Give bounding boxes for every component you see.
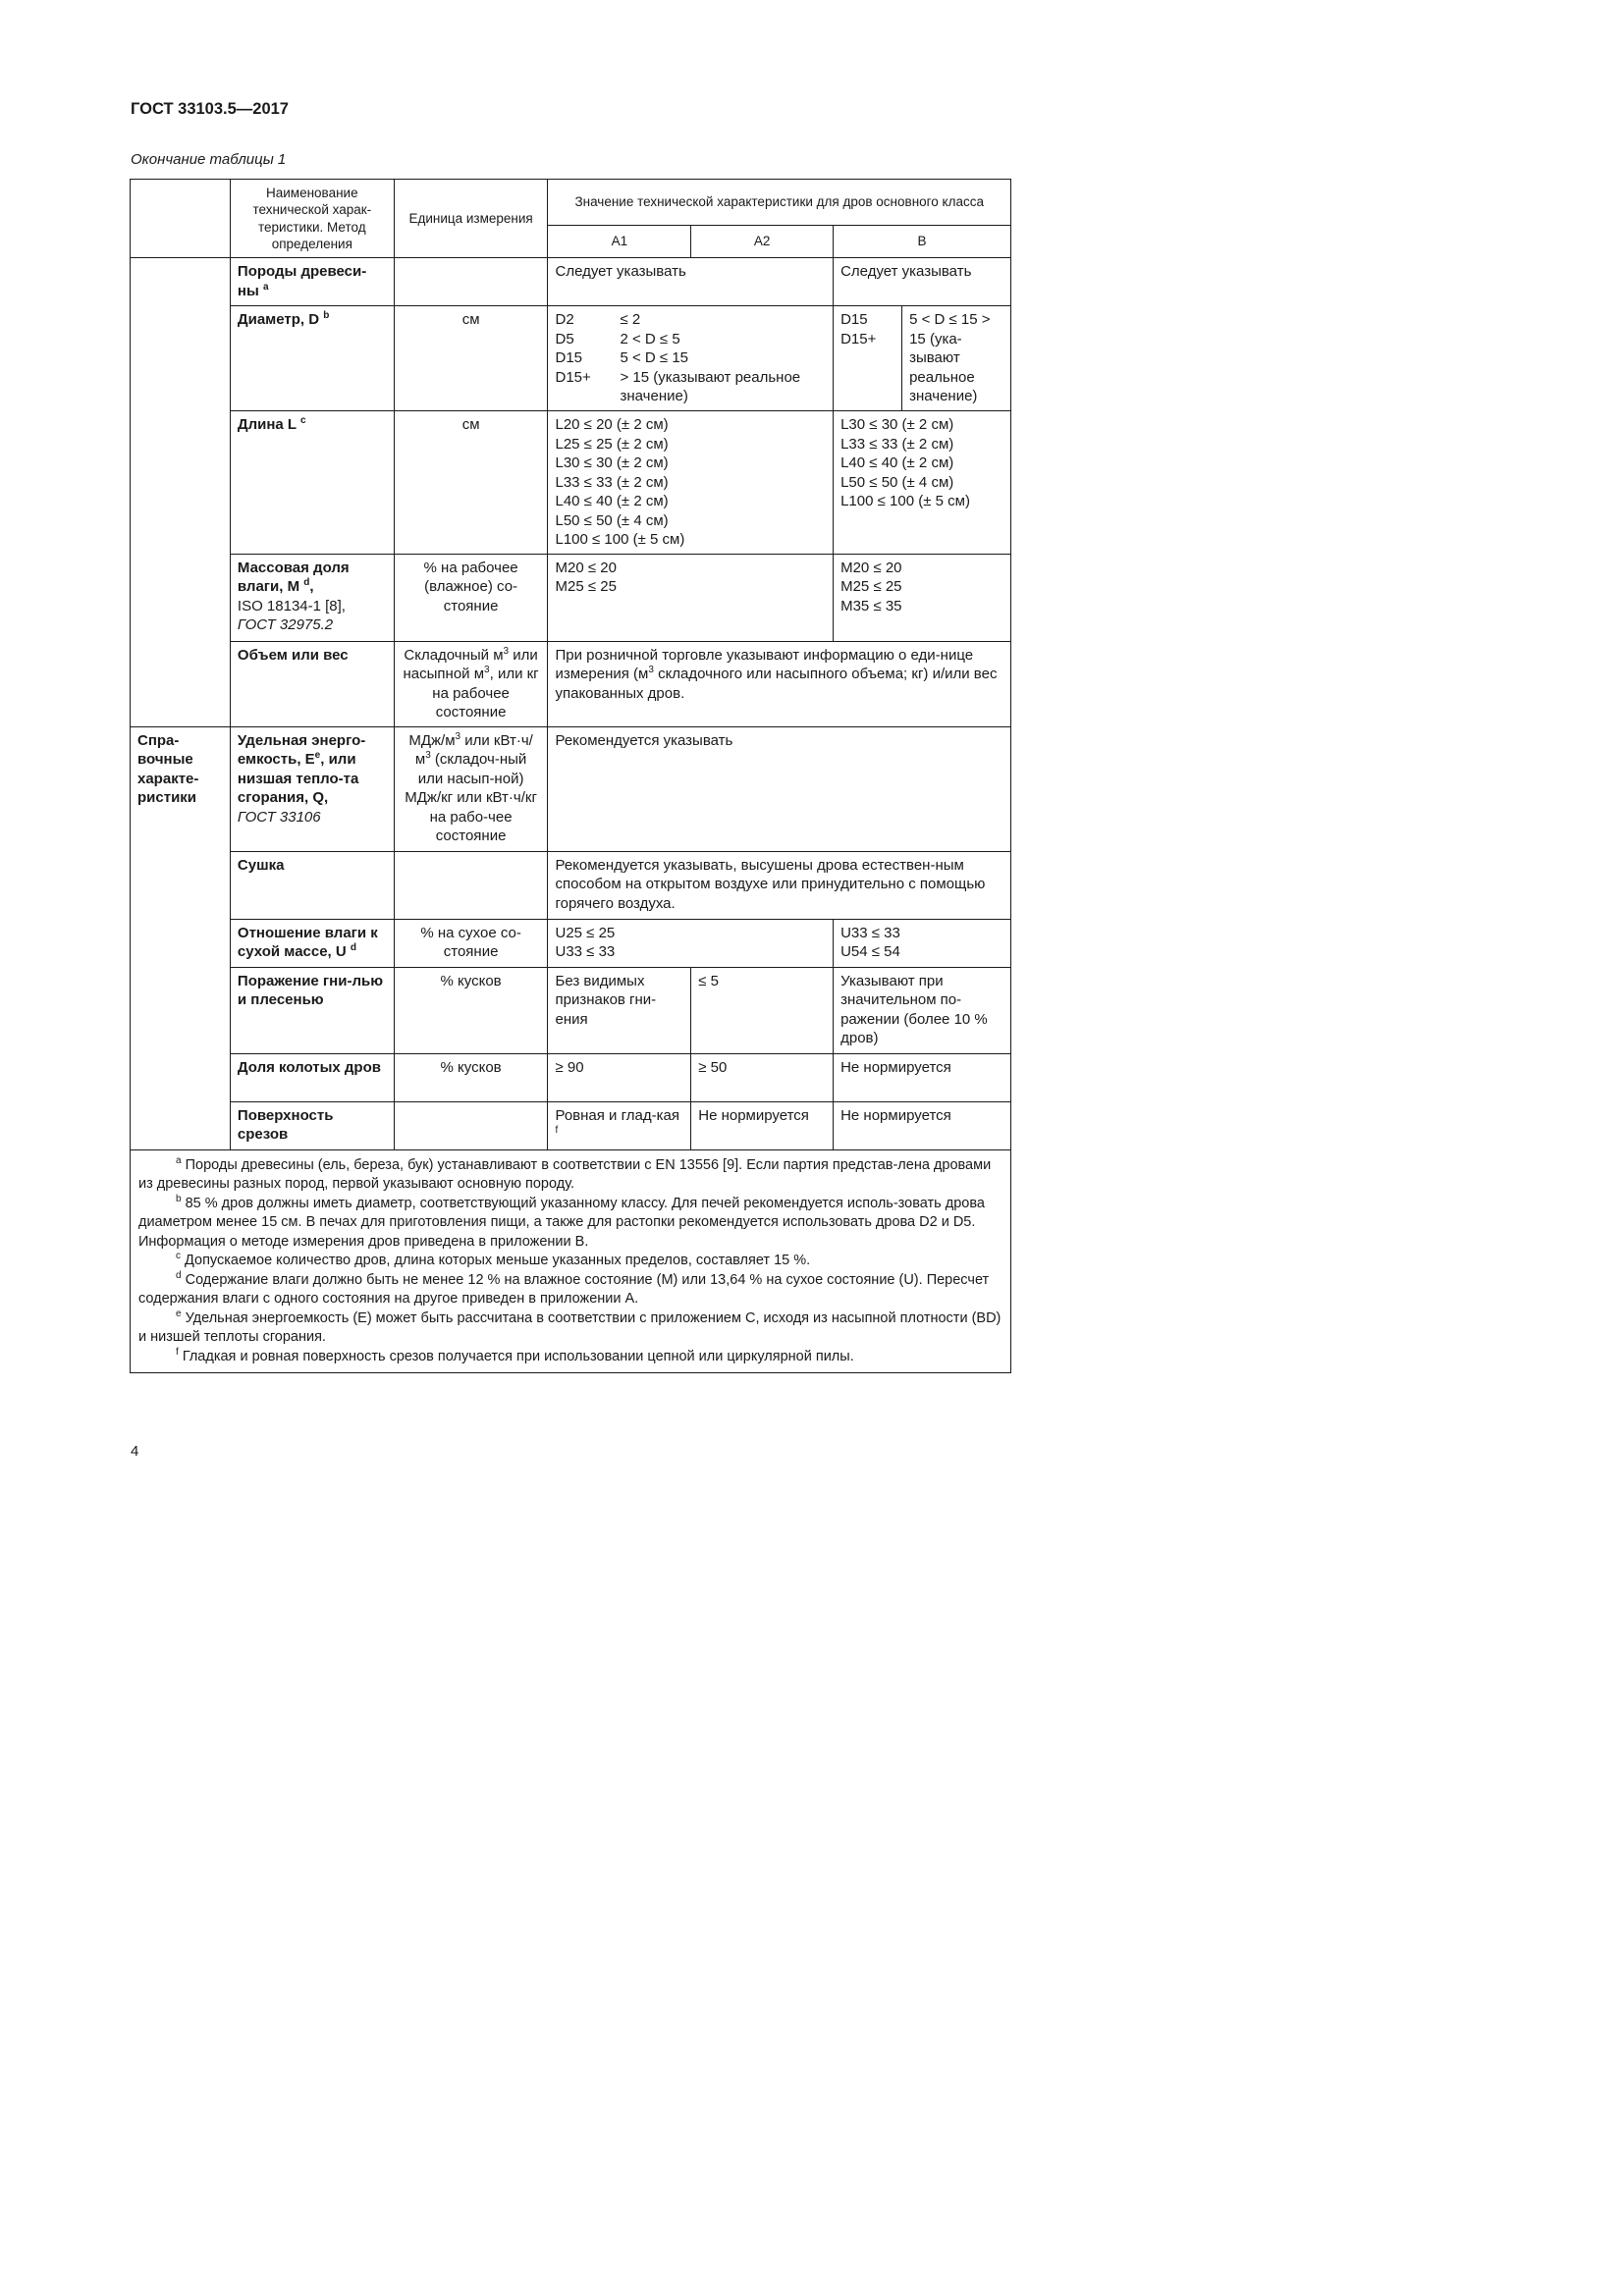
volume-name: Объем или вес — [230, 641, 394, 726]
characteristics-table — [130, 179, 1011, 1373]
length-unit: см — [394, 411, 548, 555]
drying-name: Сушка — [230, 851, 394, 919]
header-class-a2: А2 — [691, 226, 834, 258]
rot-value-a1: Без видимых признаков гни-ения — [548, 967, 691, 1053]
species-unit — [394, 258, 548, 306]
length-value-a: L20 ≤ 20 (± 2 см) L25 ≤ 25 (± 2 см) L30 ≤ 30 (± 2 см) L33 ≤ 33 (± 2 см) L40 ≤ 40 (± 2 см) L50 ≤ 50 (± 4 см) L100 ≤ 100 (± 5 см) — [548, 411, 834, 555]
drying-unit — [394, 851, 548, 919]
group-reference-label: Спра-вочные характе-ристики — [131, 726, 231, 1149]
split-name: Доля колотых дров — [230, 1053, 394, 1101]
volume-unit: Складочный $м^3$ или насыпной $м^3$, или кг на рабочее состояние — [394, 641, 548, 726]
diameter-name: Диаметр, D $^b$ — [230, 306, 394, 411]
row-drying — [131, 851, 1011, 919]
row-diameter — [131, 306, 1011, 411]
row-rot — [131, 967, 1011, 1053]
surface-value-a1: Ровная и глад-кая $^f$ — [548, 1101, 691, 1149]
row-surface — [131, 1101, 1011, 1149]
drying-value: Рекомендуется указывать, высушены дрова естествен-ным способом на открытом воздухе или принудительно с помощью горячего воздуха. — [548, 851, 1011, 919]
surface-value-a2: Не нормируется — [691, 1101, 834, 1149]
volume-value: При розничной торговле указывают информацию о еди-нице измерения ($м^3$ складочного или насыпного объема; кг) и/или вес упакованных дров. — [548, 641, 1011, 726]
species-name: Породы древеси-ны $^a$ — [230, 258, 394, 306]
table-header-row — [131, 180, 1011, 226]
footnote: $^a$ Породы древесины (ель, береза, бук) устанавливают в соответствии с EN 13556 [9]. Если партия представ-лена дровами из древесины разных пород, первой указывают основную породу. — [138, 1154, 992, 1192]
rot-unit: % кусков — [394, 967, 548, 1053]
surface-value-b: Не нормируется — [834, 1101, 1011, 1149]
row-energy — [131, 726, 1011, 851]
header-class-b: В — [834, 226, 1011, 258]
diameter-unit: см — [394, 306, 548, 411]
footnote: $^d$ Содержание влаги должно быть не менее 12 % на влажное состояние (M) или 13,64 % на сухое состояние (U). Пересчет содержания влаги с одного состояния на другое приведен в приложении А. — [138, 1269, 990, 1307]
row-length — [131, 411, 1011, 555]
energy-name: Удельная энерго-емкость, $E^e$, или низшая тепло-та сгорания, Q, ГОСТ 33106 — [230, 726, 394, 851]
moisture-value-b: M20 ≤ 20 M25 ≤ 25 M35 ≤ 35 — [834, 554, 1011, 641]
row-footnotes — [131, 1149, 1011, 1373]
footnotes — [131, 1149, 1011, 1373]
surface-name: Поверхность срезов — [230, 1101, 394, 1149]
rot-value-b: Указывают при значительном по-ражении (более 10 % дров) — [834, 967, 1011, 1053]
moisture-name: Массовая доля влаги, M $^d$, ISO 18134-1 [8], ГОСТ 32975.2 — [230, 554, 394, 641]
row-moisture — [131, 554, 1011, 641]
row-split-share — [131, 1053, 1011, 1101]
length-value-b: L30 ≤ 30 (± 2 см) L33 ≤ 33 (± 2 см) L40 ≤ 40 (± 2 см) L50 ≤ 50 (± 4 см) L100 ≤ 100 (± 5 см) — [834, 411, 1011, 555]
row-moisture-ratio — [131, 919, 1011, 967]
group-main-empty — [131, 258, 231, 727]
species-value-b: Следует указывать — [834, 258, 1011, 306]
length-name: Длина L $^c$ — [230, 411, 394, 555]
species-value-a: Следует указывать — [548, 258, 834, 306]
header-unit: Единица измерения — [394, 180, 548, 258]
footnote: $^b$ 85 % дров должны иметь диаметр, соответствующий указанному классу. Для печей рекомендуется исполь-зовать дрова диаметром менее 15 см. В печах для приготовления пищи, а также для растопки рекомендуется использовать дрова D2 и D5. Информация о методе измерения дров приведена в приложении В. — [138, 1193, 985, 1250]
ratio-value-b: U33 ≤ 33 U54 ≤ 54 — [834, 919, 1011, 967]
diameter-value-a: D2 ≤ 2 D5 2 < D ≤ 5 D15 5 < D ≤ 15 D15+ > 15 (указывают реальное значение) — [548, 306, 834, 411]
diameter-value-b: D15 D15+ 5 < D ≤ 15 > 15 (ука-зывают реальное значение) — [834, 306, 1011, 411]
split-unit: % кусков — [394, 1053, 548, 1101]
document-number: ГОСТ 33103.5—2017 — [131, 100, 289, 118]
footnote: $^c$ Допускаемое количество дров, длина которых меньше указанных пределов, составляет 15 %. — [176, 1251, 811, 1268]
page-number: 4 — [131, 1443, 139, 1460]
ratio-unit: % на сухое со-стояние — [394, 919, 548, 967]
split-value-b: Не нормируется — [834, 1053, 1011, 1101]
row-volume — [131, 641, 1011, 726]
header-value: Значение технической характеристики для дров основного класса — [548, 180, 1011, 226]
moisture-value-a: M20 ≤ 20 M25 ≤ 25 — [548, 554, 834, 641]
rot-name: Поражение гни-лью и плесенью — [230, 967, 394, 1053]
table-caption: Окончание таблицы 1 — [131, 151, 287, 168]
header-empty-cell — [131, 180, 231, 258]
footnote: $^e$ Удельная энергоемкость (E) может быть рассчитана в соответствии с приложением С, исходя из насыпной плотности (BD) и низшей теплоты сгорания. — [138, 1308, 1001, 1345]
header-class-a1: А1 — [548, 226, 691, 258]
ratio-value-a: U25 ≤ 25 U33 ≤ 33 — [548, 919, 834, 967]
surface-unit — [394, 1101, 548, 1149]
header-name: Наименование технической харак-теристики. Метод определения — [230, 180, 394, 258]
rot-value-a2: ≤ 5 — [691, 967, 834, 1053]
row-species — [131, 258, 1011, 306]
split-value-a2: ≥ 50 — [691, 1053, 834, 1101]
ratio-name: Отношение влаги к сухой массе, U $^d$ — [230, 919, 394, 967]
footnote: $^f$ Гладкая и ровная поверхность срезов получается при использовании цепной или циркулярной пилы. — [176, 1346, 854, 1364]
moisture-unit: % на рабочее (влажное) со-стояние — [394, 554, 548, 641]
energy-unit: МДж/$м^3$ или $кВт\cdot ч/м^3$ (складоч-ный или насып-ной) МДж/кг или кВт·ч/кг на рабо-чее состояние — [394, 726, 548, 851]
energy-value: Рекомендуется указывать — [548, 726, 1011, 851]
split-value-a1: ≥ 90 — [548, 1053, 691, 1101]
